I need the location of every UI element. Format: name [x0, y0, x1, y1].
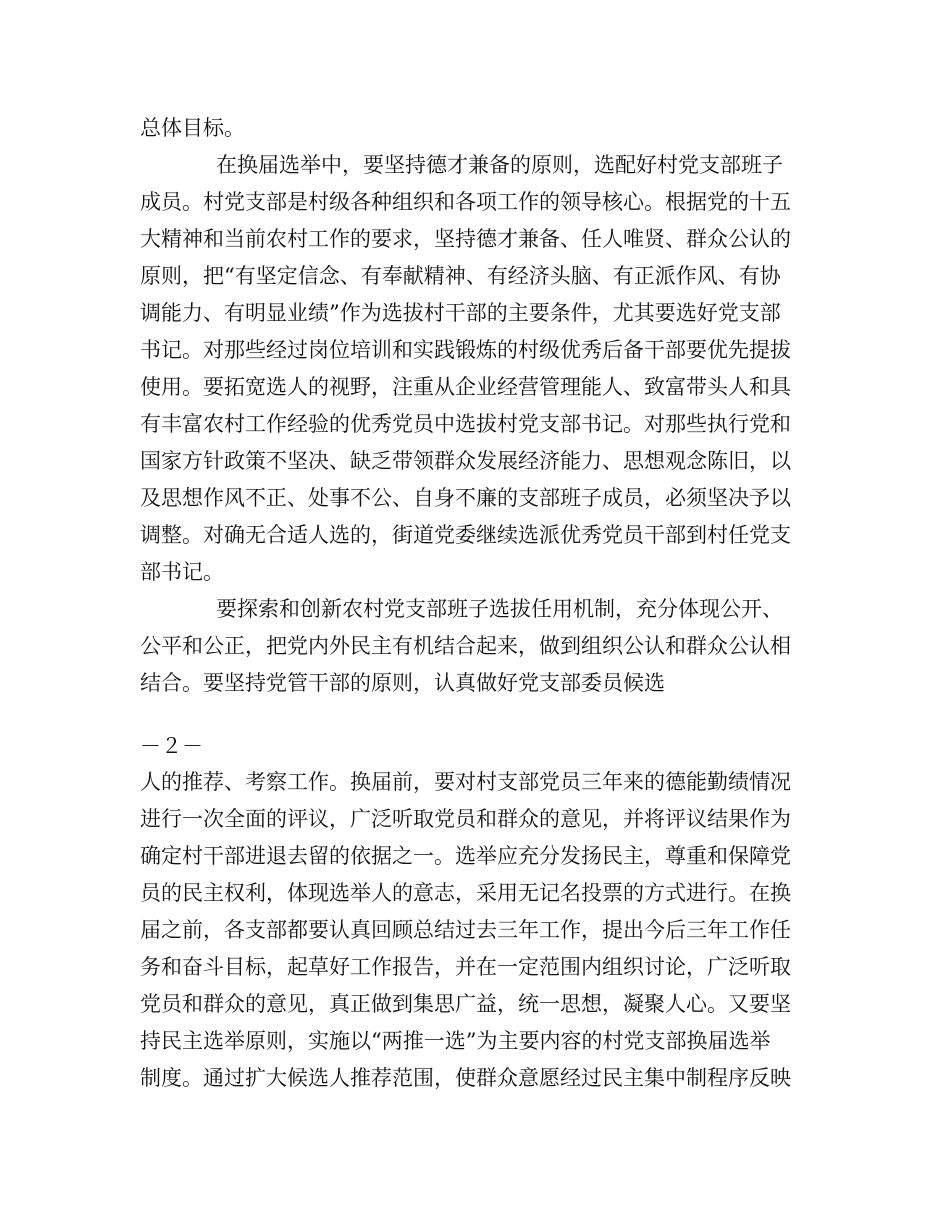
text-line: 部书记。	[140, 560, 224, 584]
text-line: 原则，把“有坚定信念、有奉献精神、有经济头脑、有正派作风、有协	[140, 264, 781, 288]
text-line: 党员和群众的意见，真正做到集思广益，统一思想，凝聚人心。又要坚	[140, 992, 791, 1016]
text-line: 员的民主权利，体现选举人的意志，采用无记名投票的方式进行。在换	[140, 881, 791, 905]
paragraph-start-line: 要探索和创新农村党支部班子选拔任用机制，充分体现公开、	[216, 597, 783, 621]
text-line: 制度。通过扩大候选人推荐范围，使群众意愿经过民主集中制程序反映	[140, 1066, 791, 1090]
text-line: 公平和公正，把党内外民主有机结合起来，做到组织公认和群众公认相	[140, 634, 791, 658]
text-line: 确定村干部进退去留的依据之一。选举应充分发扬民主，尊重和保障党	[140, 844, 791, 868]
text-line: 使用。要拓宽选人的视野，注重从企业经营管理能人、致富带头人和具	[140, 375, 791, 399]
text-line: 成员。村党支部是村级各种组织和各项工作的领导核心。根据党的十五	[140, 190, 791, 214]
text-line: 国家方针政策不坚决、缺乏带领群众发展经济能力、思想观念陈旧，以	[140, 449, 791, 473]
paragraph-start-line: 在换届选举中，要坚持德才兼备的原则，选配好村党支部班子	[216, 153, 783, 177]
text-line: 大精神和当前农村工作的要求，坚持德才兼备、任人唯贤、群众公认的	[140, 227, 791, 251]
text-line: 结合。要坚持党管干部的原则，认真做好党支部委员候选	[140, 671, 665, 695]
text-line: 进行一次全面的评议，广泛听取党员和群众的意见，并将评议结果作为	[140, 807, 791, 831]
text-line: 届之前，各支部都要认真回顾总结过去三年工作，提出今后三年工作任	[140, 918, 791, 942]
text-line: 务和奋斗目标，起草好工作报告，并在一定范围内组织讨论，广泛听取	[140, 955, 791, 979]
text-line: 调能力、有明显业绩”作为选拔村干部的主要条件，尤其要选好党支部	[140, 301, 781, 325]
page-number: －２－	[140, 734, 203, 758]
text-line: 持民主选举原则，实施以“两推一选”为主要内容的村党支部换届选举	[140, 1029, 771, 1053]
text-line: 有丰富农村工作经验的优秀党员中选拔村党支部书记。对那些执行党和	[140, 412, 791, 436]
text-line: 总体目标。	[140, 116, 245, 140]
text-line: 人的推荐、考察工作。换届前，要对村支部党员三年来的德能勤绩情况	[140, 770, 791, 794]
text-line: 调整。对确无合适人选的，街道党委继续选派优秀党员干部到村任党支	[140, 523, 791, 547]
text-line: 及思想作风不正、处事不公、自身不廉的支部班子成员，必须坚决予以	[140, 486, 791, 510]
text-line: 书记。对那些经过岗位培训和实践锻炼的村级优秀后备干部要优先提拔	[140, 338, 791, 362]
